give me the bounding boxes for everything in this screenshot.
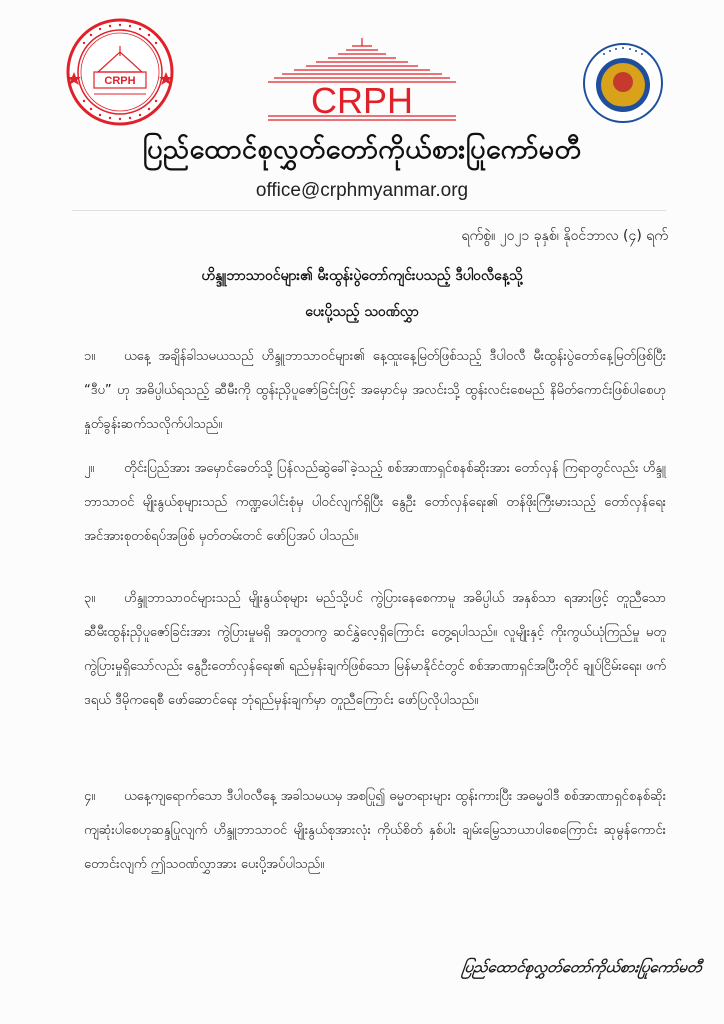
paragraph-text: ဟိန္ဒူဘာသာဝင်များသည် မျိုးနွယ်စုများ မည်သို့ပင် ကွဲပြားနေစေကာမူ အဓိပ္ပါယ် အနှစ်သာ ရအားဖြင့် တူညီသော ဆီမီးထွန်းညှိပူဇော်ခြင်းအား ကွဲပြားမှုမရှိ အတူတကွ ဆင်နွှဲလေ့ရှိကြောင်း တွေ့ရပါသည်။ လူမျိုးနှင့် ကိုးကွယ်ယုံကြည်မှု မတူကွဲပြားမှုရှိသော်လည်း နွေဦးတော်လှန်ရေး၏ ရည်မှန်းချက်ဖြစ်သော မြန်မာနိုင်ငံတွင် စစ်အာဏာရှင်အပြီးတိုင် ချုပ်ငြိမ်းရေး၊ ဖက်ဒရယ် ဒီမိုကရေစီ ဖော်ဆောင်ရေး ဘုံရည်မှန်းချက်မှာ တူညီကြောင်း ဖော်ပြလိုပါသည်။ <box>84 591 666 708</box>
contact-email: office@crphmyanmar.org <box>255 180 469 201</box>
statement-title-line-1: ဟိန္ဒူဘာသာဝင်များ၏ မီးထွန်းပွဲတော်ကျင်းပသည့် ဒီပါဝလီနေ့သို့ <box>201 268 523 284</box>
organization-name: ပြည်ထောင်စုလွှတ်တော်ကိုယ်စားပြုကော်မတီ <box>142 134 582 165</box>
signature: ပြည်ထောင်စုလွှတ်တော်ကိုယ်စားပြုကော်မတီ <box>461 958 703 976</box>
statement-date: ရက်စွဲ။ ၂၀၂၁ ခုနှစ်၊ နိုဝင်ဘာလ (၄) ရက် <box>461 228 668 244</box>
statement-title-line-2: ပေးပို့သည့် သဝဏ်လွှာ <box>305 304 419 320</box>
logo-text: CRPH <box>310 80 414 121</box>
header-divider <box>72 210 666 211</box>
paragraph-number: ၄။ <box>84 789 96 804</box>
paragraph-number: ၂။ <box>84 461 95 476</box>
paragraph-4 <box>84 780 666 882</box>
crph-logo-icon <box>266 36 458 124</box>
svg-text:CRPH: CRPH <box>104 75 136 87</box>
paragraph-number: ၃။ <box>84 591 96 606</box>
paragraph-number: ၁။ <box>84 349 96 364</box>
state-emblem-icon <box>582 42 664 124</box>
paragraph-3 <box>84 582 666 718</box>
paragraph-text: တိုင်းပြည်အား အမှောင်ခေတ်သို့ ပြန်လည်ဆွဲခေါ်ခဲ့သည့် စစ်အာဏာရှင်စနစ်ဆိုးအား တော်လှန် ကြရာတွင်လည်း ဟိန္ဒူဘာသာဝင် မျိုးနွယ်စုများသည် ကဏ္ဍပေါင်းစုံမှ ပါဝင်လျက်ရှိပြီး နွေဦး တော်လှန်ရေး၏ တန်ဖိုးကြီးမားသည့် တော်လှန်ရေးအင်အားစုတစ်ရပ်အဖြစ် မှတ်တမ်းတင် ဖော်ပြအပ် ပါသည်။ <box>84 461 666 544</box>
crph-seal-icon <box>64 16 176 128</box>
paragraph-2 <box>84 452 666 554</box>
paragraph-text: ယနေ့ အချိန်ခါသမယသည် ဟိန္ဒူဘာသာဝင်များ၏ နေ့ထူးနေ့မြတ်ဖြစ်သည့် ဒီပါဝလီ မီးထွန်းပွဲတော်နေ့မြတ်ဖြစ်ပြီး “ဒီပ” ဟု အဓိပ္ပါယ်ရသည့် ဆီမီးကို ထွန်းညှိပူဇော်ခြင်းဖြင့် အမှောင်မှ အလင်းသို့ ထွန်းလင်းစေမည် နိမိတ်ကောင်းဖြစ်ပါစေဟု နှုတ်ခွန်းဆက်သလိုက်ပါသည်။ <box>84 349 666 432</box>
paragraph-text: ယနေ့ကျရောက်သော ဒီပါဝလီနေ့ အခါသမယမှ အစပြု၍ ဓမ္မတရားများ ထွန်းကားပြီး အဓမ္မဝါဒီ စစ်အာဏာရှင်စနစ်ဆိုး ကျဆုံးပါစေဟုဆန္ဒပြုလျက် ဟိန္ဒူဘာသာဝင် မျိုးနွယ်စုအားလုံး ကိုယ်စိတ် နှစ်ပါး ချမ်းမြေ့သာယာပါစေကြောင်း ဆုမွန်ကောင်းတောင်းလျက် ဤသဝဏ်လွှာအား ပေးပို့အပ်ပါသည်။ <box>84 789 666 872</box>
paragraph-1 <box>84 340 666 442</box>
